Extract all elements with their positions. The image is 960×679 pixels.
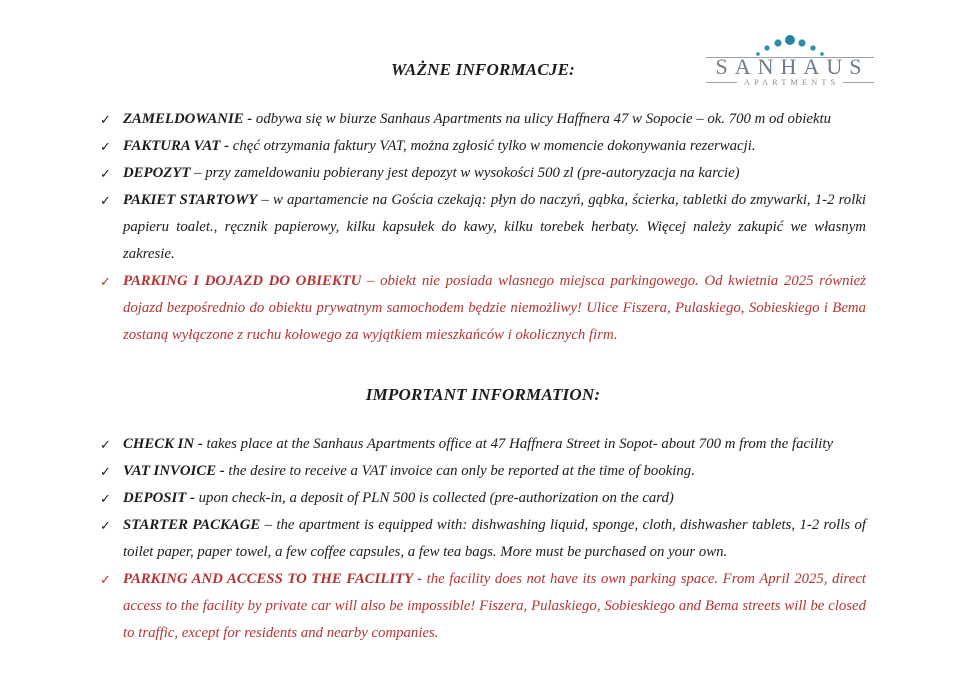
item-lead: CHECK IN -: [123, 436, 207, 452]
list-item: [100, 512, 866, 566]
item-lead: STARTER PACKAGE: [123, 517, 261, 533]
item-lead: PARKING AND ACCESS TO THE FACILITY -: [123, 571, 427, 587]
checkmark-icon: ✓: [100, 437, 111, 452]
list-item: [100, 160, 866, 187]
logo-divider: [706, 82, 737, 83]
item-text: chęć otrzymania faktury VAT, można zgłosić tylko w momencie dokonywania rezerwacji.: [232, 138, 756, 154]
item-lead: PAKIET STARTOWY: [123, 192, 258, 208]
list-item: [100, 431, 866, 458]
item-lead: FAKTURA VAT -: [123, 138, 233, 154]
bullet-list: [100, 106, 866, 349]
bullet-list: [100, 431, 866, 647]
item-text: – przy zameldowaniu pobierany jest depozyt w wysokości 500 zl (pre-autoryzacja na karcie): [190, 165, 740, 181]
item-text: the facility does not have its own parking space. From April 2025, direct access to the facility by private car will also be impossible! Fiszera, Pulaskiego, Sobieskiego and Bema streets will be closed to traffic, except for residents and nearby companies.: [123, 571, 866, 641]
item-text: the desire to receive a VAT invoice can only be reported at the time of booking.: [228, 463, 695, 479]
item-text: takes place at the Sanhaus Apartments office at 47 Haffnera Street in Sopot- about 700 m from the facility: [206, 436, 834, 452]
checkmark-icon: ✓: [100, 572, 111, 587]
logo-sub-text: APARTMENTS: [743, 77, 840, 88]
item-lead: ZAMELDOWANIE -: [123, 111, 256, 127]
sanhaus-logo: [706, 33, 874, 87]
list-item: [100, 566, 866, 647]
checkmark-icon: ✓: [100, 518, 111, 533]
item-text: odbywa się w biurze Sanhaus Apartments na ulicy Haffnera 47 w Sopocie – ok. 700 m od obiektu: [255, 111, 832, 127]
list-item: [100, 133, 866, 160]
item-lead: VAT INVOICE -: [123, 463, 229, 479]
checkmark-icon: ✓: [100, 491, 111, 506]
list-item: [100, 458, 866, 485]
section-title: IMPORTANT INFORMATION:: [365, 385, 601, 404]
checkmark-icon: ✓: [100, 274, 111, 289]
checkmark-icon: ✓: [100, 112, 111, 127]
item-lead: DEPOZYT: [123, 165, 191, 181]
item-text: – w apartamencie na Gościa czekają: płyn do naczyń, gąbka, ścierka, tabletki do zmywarki, 1-2 rolki papieru toalet., ręcznik papierowy, kilku kapsułek do kawy, kilku torebek herbaty. Więcej należy zakupić we własnym zakresie.: [123, 192, 866, 262]
checkmark-icon: ✓: [100, 139, 111, 154]
checkmark-icon: ✓: [100, 464, 111, 479]
logo-brand-text: SANHAUS: [715, 54, 869, 79]
item-lead: DEPOSIT -: [123, 490, 199, 506]
checkmark-icon: ✓: [100, 193, 111, 208]
item-text: – the apartment is equipped with: dishwashing liquid, sponge, cloth, dishwasher tablets, 1-2 rolls of toilet paper, paper towel, a few coffee capsules, a few tea bags. More must be purchased on your own.: [123, 517, 866, 560]
list-item: [100, 106, 866, 133]
section-title: WAŻNE INFORMACJE:: [391, 60, 575, 79]
item-lead: PARKING I DOJAZD DO OBIEKTU: [123, 273, 362, 289]
list-item: [100, 485, 866, 512]
item-text: – obiekt nie posiada wlasnego miejsca parkingowego. Od kwietnia 2025 również dojazd bezpośrednio do obiektu prywatnym samochodem będzie niemożliwy! Ulice Fiszera, Pulaskiego, Sobieskiego i Bema zostaną wyłączone z ruchu kołowego za wyjątkiem mieszkańców i okolicznych firm.: [123, 273, 866, 343]
list-item: [100, 268, 866, 349]
checkmark-icon: ✓: [100, 166, 111, 181]
list-item: [100, 187, 866, 268]
logo-divider: [843, 82, 874, 83]
item-text: upon check-in, a deposit of PLN 500 is collected (pre-authorization on the card): [198, 490, 674, 506]
